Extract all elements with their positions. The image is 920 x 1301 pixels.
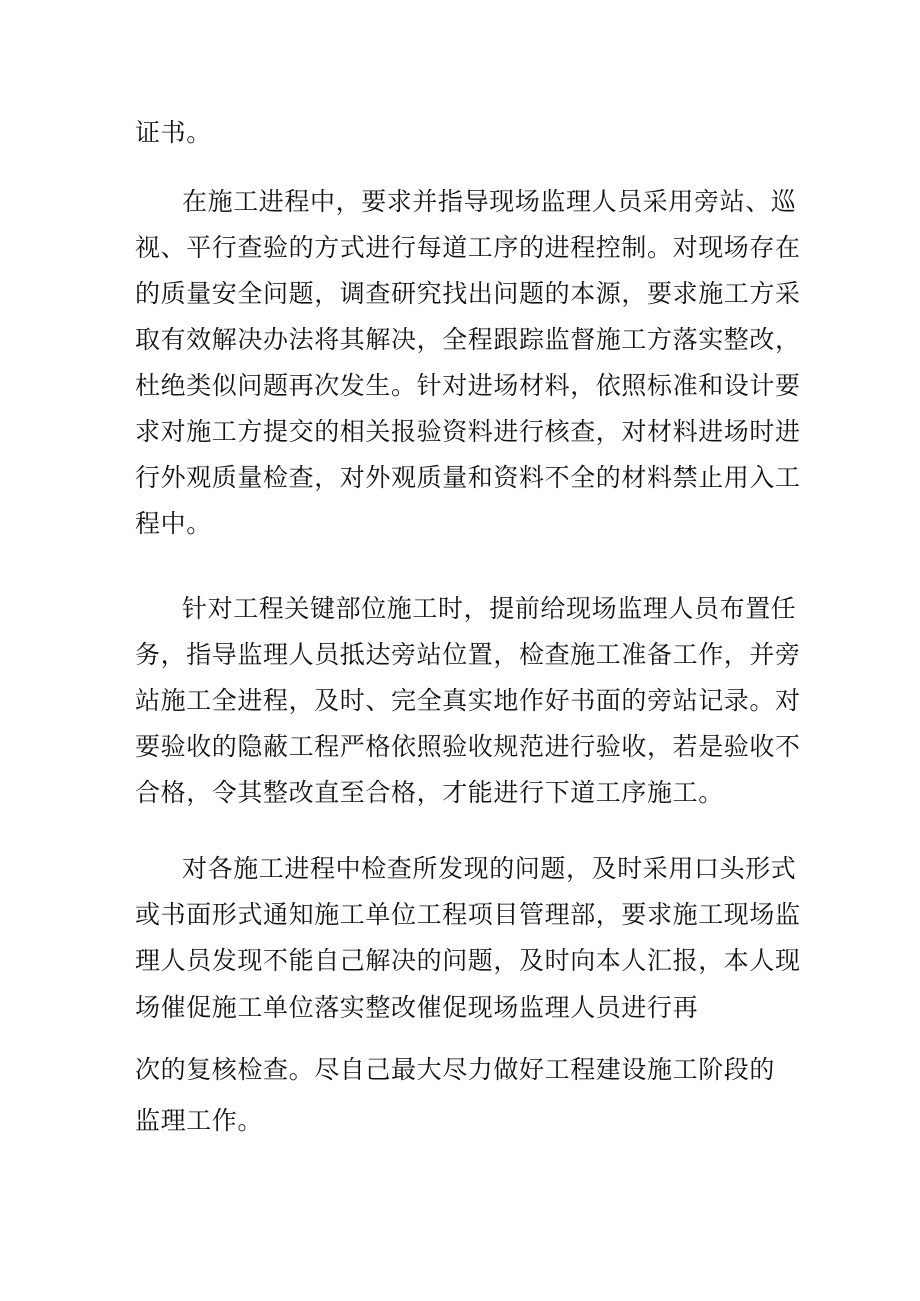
text-line: 要验收的隐蔽工程严格依照验收规范进行验收，若是验收不 (135, 732, 801, 761)
text-line: 取有效解决办法将其解决，全程跟踪监督施工方落实整改， (135, 325, 801, 354)
text-line: 行外观质量检查，对外观质量和资料不全的材料禁止用入工 (135, 463, 801, 492)
text-line: 针对工程关键部位施工时，提前给现场监理人员布置任 (182, 594, 797, 623)
text-line: 求对施工方提交的相关报验资料进行核查，对材料进场时进 (135, 417, 801, 446)
text-line: 杜绝类似问题再次发生。针对进场材料，依照标准和设计要 (135, 371, 801, 400)
text-line: 合格，令其整改直至合格，才能进行下道工序施工。 (135, 778, 724, 807)
text-line: 理人员发现不能自己解决的问题，及时向本人汇报，本人现 (135, 946, 801, 975)
text-line: 务，指导监理人员抵达旁站位置，检查施工准备工作，并旁 (135, 640, 801, 669)
text-line: 或书面形式通知施工单位工程项目管理部，要求施工现场监 (135, 900, 801, 929)
text-line: 视、平行查验的方式进行每道工序的进程控制。对现场存在 (135, 233, 801, 262)
text-line: 程中。 (135, 509, 212, 538)
text-line: 场催促施工单位落实整改催促现场监理人员进行再 (135, 993, 699, 1022)
text-line: 次的复核检查。尽自己最大尽力做好工程建设施工阶段的 (135, 1055, 776, 1084)
text-line: 站施工全进程，及时、完全真实地作好书面的旁站记录。对 (135, 686, 801, 715)
text-line: 监理工作。 (135, 1106, 264, 1135)
text-line: 对各施工进程中检查所发现的问题，及时采用口头形式 (182, 854, 797, 883)
text-line: 证书。 (135, 118, 212, 147)
text-line: 在施工进程中，要求并指导现场监理人员采用旁站、巡 (182, 187, 797, 216)
text-line: 的质量安全问题，调查研究找出问题的本源，要求施工方采 (135, 279, 801, 308)
